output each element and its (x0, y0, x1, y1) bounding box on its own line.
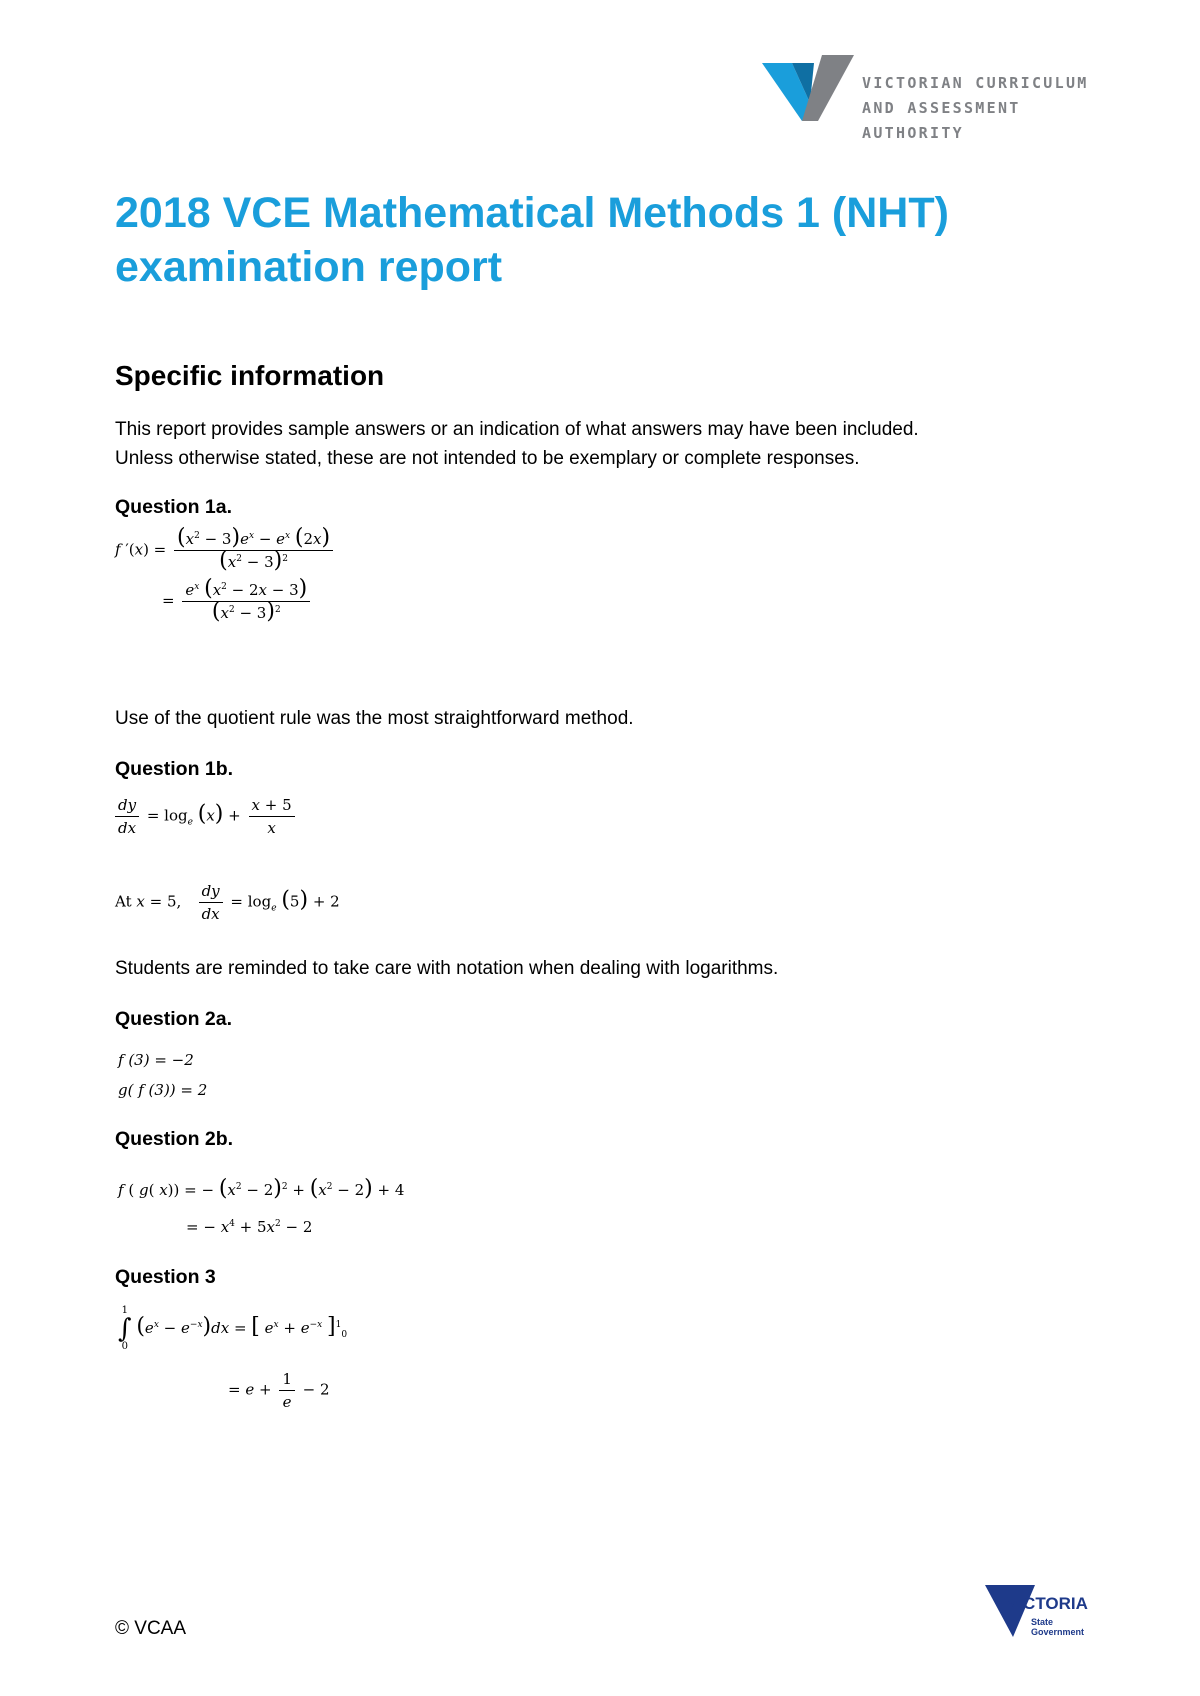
victoria-state-government-logo (985, 1585, 1095, 1655)
q2a-working (118, 1045, 207, 1105)
q1b-evaluation: At x = 5, $\frac{dy}{dx}$ = $\log_e (5) + 2$ (115, 882, 340, 923)
victoria-sub-state: State (1031, 1617, 1054, 1627)
vcaa-logo-mark (762, 55, 857, 125)
q2a-line-1: f (3) = −2 (118, 1051, 194, 1069)
victoria-sub-government: Government (1031, 1627, 1085, 1637)
q1a-working: f ′(x) = $\frac{(x^2 - 3)e^x - e^x (2x)}{(x^2 - 3)^2}$ = $\frac{e^x (x^2 - 2x - 3)}{(x^2 - 3)^2}$ (115, 530, 336, 622)
question-1a-note: Use of the quotient rule was the most straightforward method. (115, 708, 634, 729)
q2b-working: f ( g( x)) = − $(x^2 - 2)^2 + (x^2 - 2) + 4$ = − $x^4 + 5x^2 - 2$ (118, 1176, 405, 1236)
question-2b-heading: Question 2b. (115, 1128, 234, 1150)
q2a-line-2: g( f (3)) = 2 (118, 1081, 208, 1099)
section-heading: Specific information (115, 360, 385, 391)
title-line-2: examination report (115, 243, 503, 291)
page-title (115, 186, 949, 294)
question-2a-heading: Question 2a. (115, 1008, 233, 1030)
vcaa-logo (762, 55, 1112, 142)
copyright-text: © VCAA (115, 1618, 187, 1639)
victoria-wordmark: VICTORIA (1007, 1594, 1088, 1613)
q3-working: 1 ∫ 0 $(e^x - e^{-x})dx$ = [ $e^x + e^{-x}$ ]$^1_0$ = e + $\frac{1}{e}$ − 2 (118, 1305, 348, 1411)
victoria-logo-mark (985, 1585, 1095, 1655)
question-1a-heading: Question 1a. (115, 496, 233, 518)
q1b-derivative: $\frac{dy}{dx}$ = $\log_e (x)$ + $\frac{x + 5}{x}$ (115, 796, 298, 837)
question-3-heading: Question 3 (115, 1266, 216, 1288)
question-1b-heading: Question 1b. (115, 758, 234, 780)
vcaa-logo-text: VICTORIAN CURRICULUM AND ASSESSMENT AUTHORITY (862, 74, 1089, 142)
title-line-1: 2018 VCE Mathematical Methods 1 (NHT) (115, 189, 949, 237)
question-1b-note: Students are reminded to take care with notation when dealing with logarithms. (115, 958, 779, 979)
intro-paragraph: This report provides sample answers or an indication of what answers may have been included. Unless otherwise stated, these are not intended to be exemplary or complete responses. (115, 419, 919, 469)
